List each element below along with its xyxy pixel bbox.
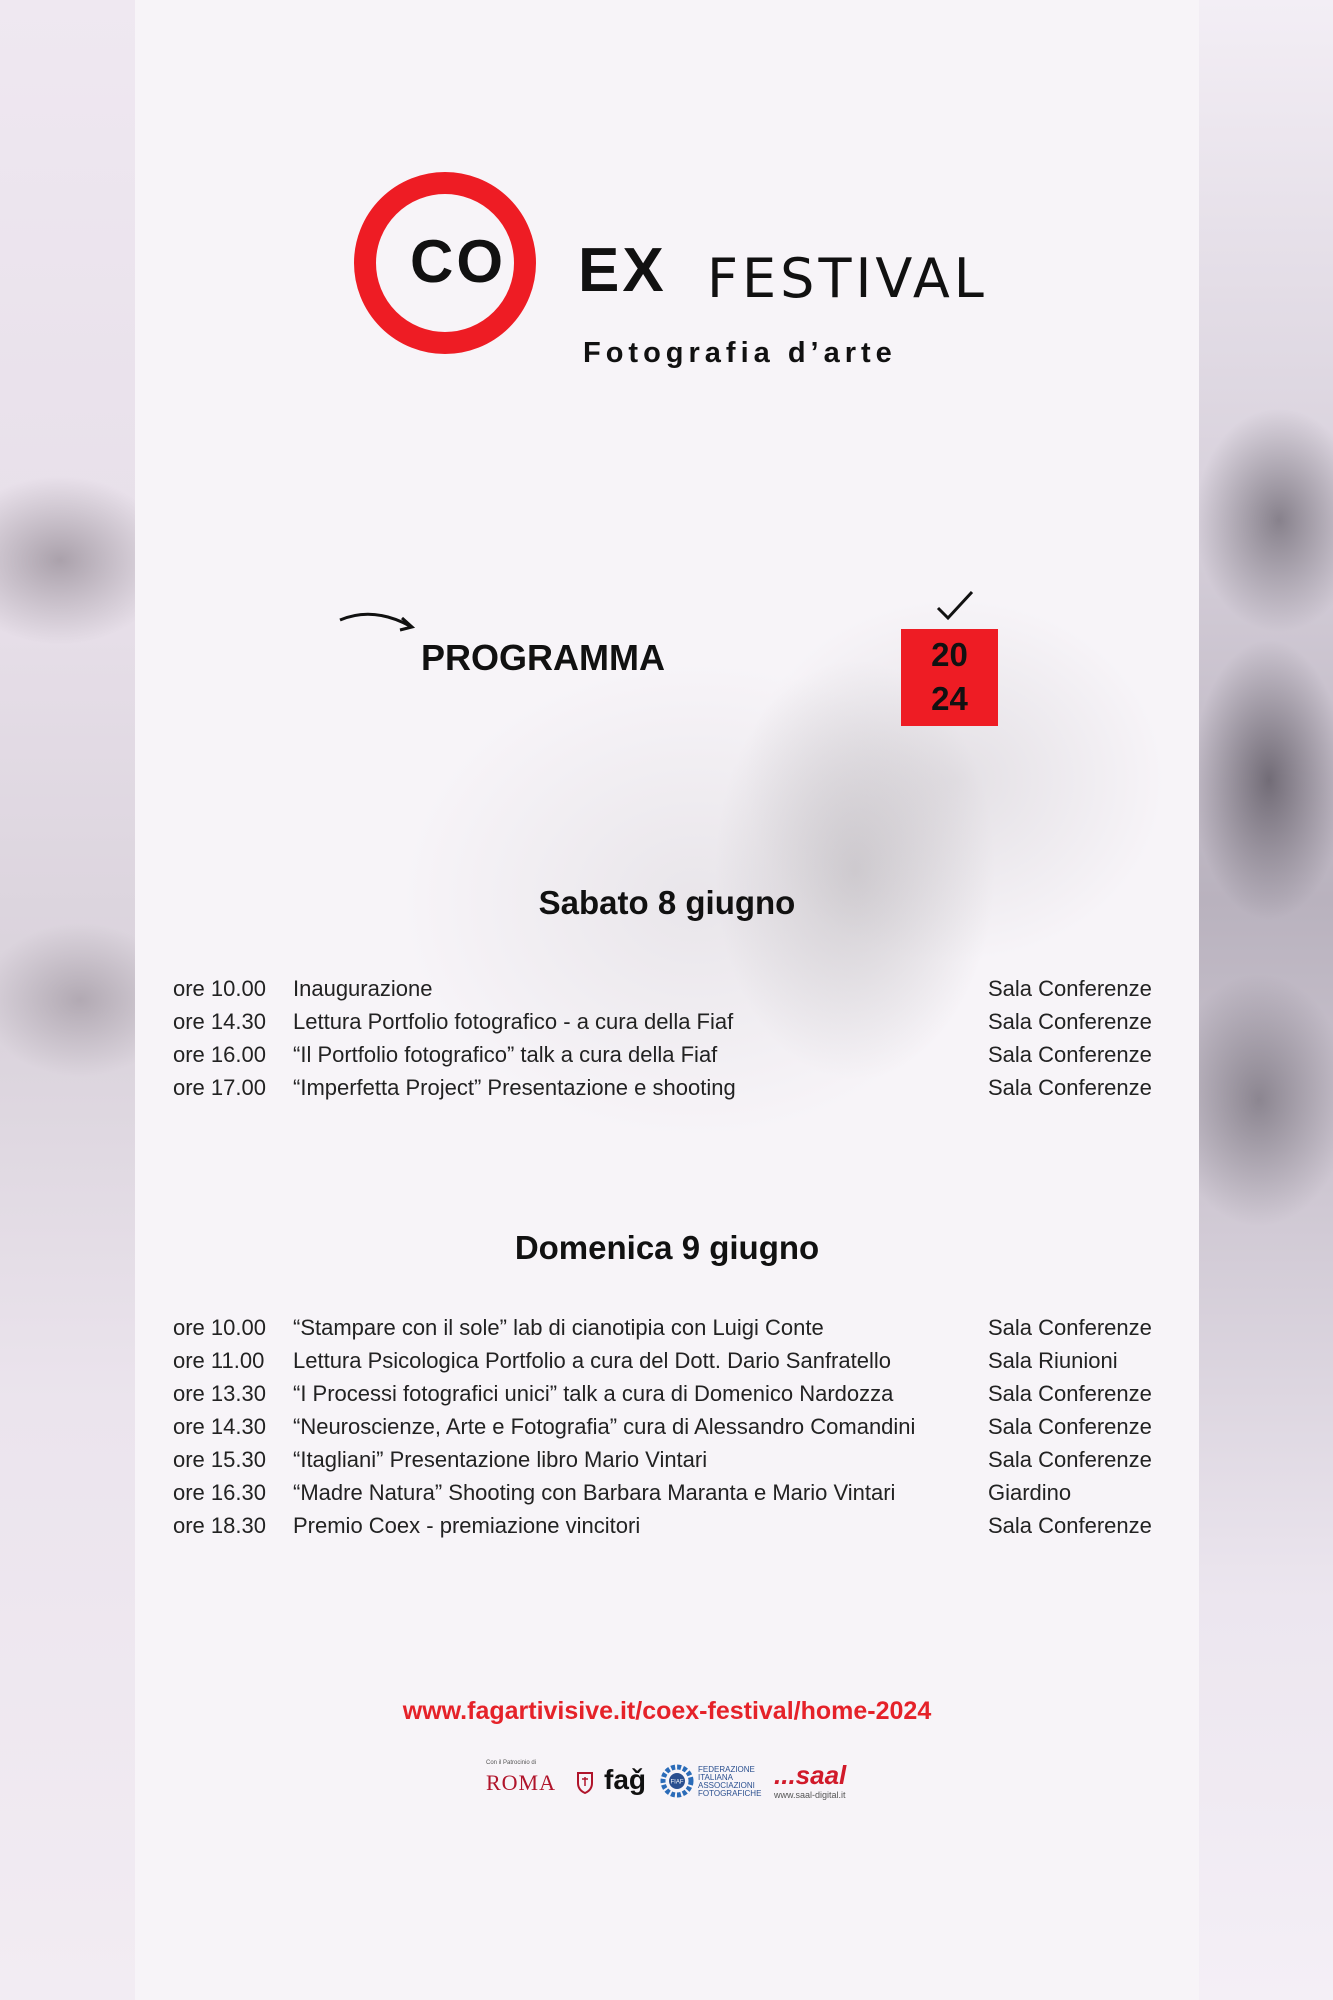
saal-url: www.saal-digital.it [774, 1790, 846, 1800]
event-place: Sala Conferenze [988, 1075, 1152, 1100]
schedule-sunday [173, 1311, 1163, 1542]
event-place: Sala Conferenze [988, 1042, 1152, 1067]
event-time: ore 18.30 [173, 1513, 266, 1538]
event-place: Giardino [988, 1480, 1072, 1505]
logo-co-text: CO [410, 228, 506, 295]
event-title: “Itagliani” Presentazione libro Mario Vintari [293, 1447, 708, 1472]
event-place: Sala Conferenze [988, 1447, 1152, 1472]
event-place: Sala Conferenze [988, 1513, 1152, 1538]
schedule-row [173, 1071, 1163, 1104]
fiaf-inner-label: FIAF [670, 1779, 684, 1786]
schedule-row [173, 1509, 1163, 1542]
schedule-row [173, 1476, 1163, 1509]
roma-logo: ROMA [486, 1770, 557, 1795]
event-title: Lettura Portfolio fotografico - a cura della Fiaf [293, 1009, 734, 1034]
roma-crest-icon [576, 1770, 594, 1794]
event-title: Premio Coex - premiazione vincitori [293, 1513, 641, 1538]
event-time: ore 10.00 [173, 1315, 266, 1340]
schedule-row [173, 1443, 1163, 1476]
event-place: Sala Conferenze [988, 1315, 1152, 1340]
event-time: ore 10.00 [173, 976, 266, 1001]
event-title: “Neuroscienze, Arte e Fotografia” cura di Alessandro Comandini [293, 1414, 916, 1439]
event-title: “Madre Natura” Shooting con Barbara Maranta e Mario Vintari [293, 1480, 896, 1505]
event-place: Sala Riunioni [988, 1348, 1118, 1373]
fiaf-line: ASSOCIAZIONI [698, 1781, 755, 1790]
fiaf-line: FOTOGRAFICHE [698, 1789, 762, 1798]
schedule-row [173, 1005, 1163, 1038]
background-right-photo [1199, 0, 1333, 2000]
year-badge [901, 629, 998, 726]
logo-festival-text: FESTIVAL [707, 247, 988, 310]
festival-url-link[interactable]: www.fagartivisive.it/coex-festival/home-2024 [402, 1697, 932, 1725]
event-time: ore 13.30 [173, 1381, 266, 1406]
event-title: “I Processi fotografici unici” talk a cura di Domenico Nardozza [293, 1381, 894, 1406]
background-left-photo [0, 0, 135, 2000]
event-place: Sala Conferenze [988, 1381, 1152, 1406]
fiaf-line: ITALIANA [698, 1773, 733, 1782]
event-time: ore 14.30 [173, 1414, 266, 1439]
sponsor-logos [486, 1756, 856, 1804]
logo-ex-text: EX [578, 236, 667, 305]
schedule-saturday [173, 972, 1163, 1104]
event-place: Sala Conferenze [988, 1414, 1152, 1439]
saal-logo: ...saal [774, 1760, 847, 1790]
event-time: ore 14.30 [173, 1009, 266, 1034]
event-time: ore 16.00 [173, 1042, 266, 1067]
event-time: ore 15.30 [173, 1447, 266, 1472]
event-time: ore 16.30 [173, 1480, 266, 1505]
year-top: 20 [931, 636, 968, 673]
fiaf-line: FEDERAZIONE [698, 1765, 755, 1774]
schedule-row [173, 1344, 1163, 1377]
day-title-sunday: Domenica 9 giugno [514, 1229, 820, 1266]
event-place: Sala Conferenze [988, 1009, 1152, 1034]
event-title: Inaugurazione [293, 976, 433, 1001]
schedule-row [173, 1410, 1163, 1443]
event-time: ore 11.00 [173, 1348, 265, 1373]
day-title-saturday: Sabato 8 giugno [538, 884, 796, 921]
schedule-row [173, 1038, 1163, 1071]
schedule-row [173, 1311, 1163, 1344]
event-title: “Stampare con il sole” lab di cianotipia con Luigi Conte [293, 1315, 824, 1340]
fiaf-text [698, 1766, 761, 1798]
event-place: Sala Conferenze [988, 976, 1152, 1001]
event-time: ore 17.00 [173, 1075, 266, 1100]
roma-patronage-label: Con il Patrocinio di [486, 1760, 537, 1766]
fiaf-logo-icon [660, 1764, 694, 1798]
curved-arrow-icon [338, 606, 418, 636]
event-title: “Il Portfolio fotografico” talk a cura della Fiaf [293, 1042, 718, 1067]
schedule-row [173, 1377, 1163, 1410]
logo-subtitle: Fotografia d’arte [583, 337, 897, 369]
event-title: “Imperfetta Project” Presentazione e shooting [293, 1075, 736, 1100]
schedule-row [173, 972, 1163, 1005]
checkmark-icon [936, 590, 974, 622]
fag-logo: faǧ [604, 1764, 646, 1795]
programma-title: PROGRAMMA [421, 637, 665, 678]
event-title: Lettura Psicologica Portfolio a cura del Dott. Dario Sanfratello [293, 1348, 891, 1373]
year-bottom: 24 [931, 680, 968, 717]
